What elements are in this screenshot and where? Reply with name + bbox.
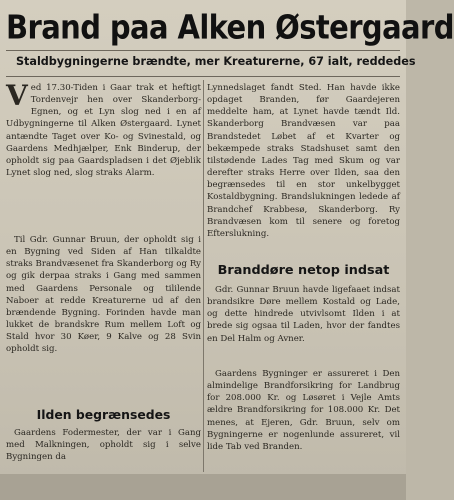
left-paragraph-2: Til Gdr. Gunnar Bruun, der opholdt sig i en Bygning ved Siden af Han tilkaldte straks Brandvæsenet fra Skanderborg og Ry og gik derpaa straks i Gang med sammen med Gaardens Personale og tililende Naboer at redde Kreaturerne ud af den brændende Bygning. Forinden havde man lukket de brandskre Rum mellem Loft og Stald hvor 30 Køer, 9 Kalve og 28 Svin opholdt sig. [6,235,201,355]
left-paragraph-1: Ved 17.30-Tiden i Gaar trak et heftigt Tordenvejr hen over Skanderborg-Egnen, og et Lyn slog ned i en af Udbygningerne til Alken Østergaard. Lynet antændte Taget over Ko- og Svinestald, og Gaardens Medhjælper, Enk Binderup, der opholdt sig paa Gaardspladsen i det Øjeblik Lynet slog ned, slog straks Alarm. [6,79,201,179]
right-paragraph-3: Gaardens Bygninger er assureret i Den almindelige Brandforsikring for Landbrug for 208.000 Kr. og Løsøret i Vejle Amts ældre Brandforsikring for 108.000 Kr. Det menes, at Ejeren, Gdr. Bruun, selv om Bygningerne er nogenlunde assureret, vil lide Tab ved Branden. [207,369,400,452]
headline: Brand paa Alken Østergaard [6,7,454,47]
headline-rule [6,50,400,51]
subheadline: Staldbygningerne brændte, mer Kreaturerne, 67 ialt, reddedes [16,55,416,68]
right-column [207,82,400,452]
column-divider [203,80,204,472]
subheadline-rule [6,76,400,77]
page-edge [0,474,406,500]
right-paragraph-2: Gdr. Gunnar Bruun havde ligefaaet indsat brandsikre Døre mellem Kostald og Lade, og dette hindrede utvivlsomt Ilden i at brede sig ogsaa til Laden, hvor der fandtes en Del Halm og Avner. [207,285,400,344]
section-heading-branddore: Branddøre netop indsat [217,263,390,278]
section-heading-ilden: Ilden begrænsedes [36,407,171,422]
left-column [6,79,201,485]
left-paragraph-3: Gaardens Fodermester, der var i Gang med Malkningen, opholdt sig i selve Bygningen da [6,428,201,463]
right-paragraph-1: Lynnedslaget fandt Sted. Han havde ikke opdaget Branden, før Gaardejeren meddelte ham, at Lynet havde tændt Ild. Skanderborg Brandvæsen var paa Brandstedet Løbet af et Kvarter og bekæmpede straks Stadshuset samt den tilstødende Lades Tag med Skum og var derefter straks Herre over Ilden, saa den begrænsedes til en stor unkelbygget Kostaldbygning. Brandslukningen ledede af Brandchef Krabbesø, Skanderborg. Ry Brandvæsen kom til senere og foretog Efterslukning. [207,83,400,239]
